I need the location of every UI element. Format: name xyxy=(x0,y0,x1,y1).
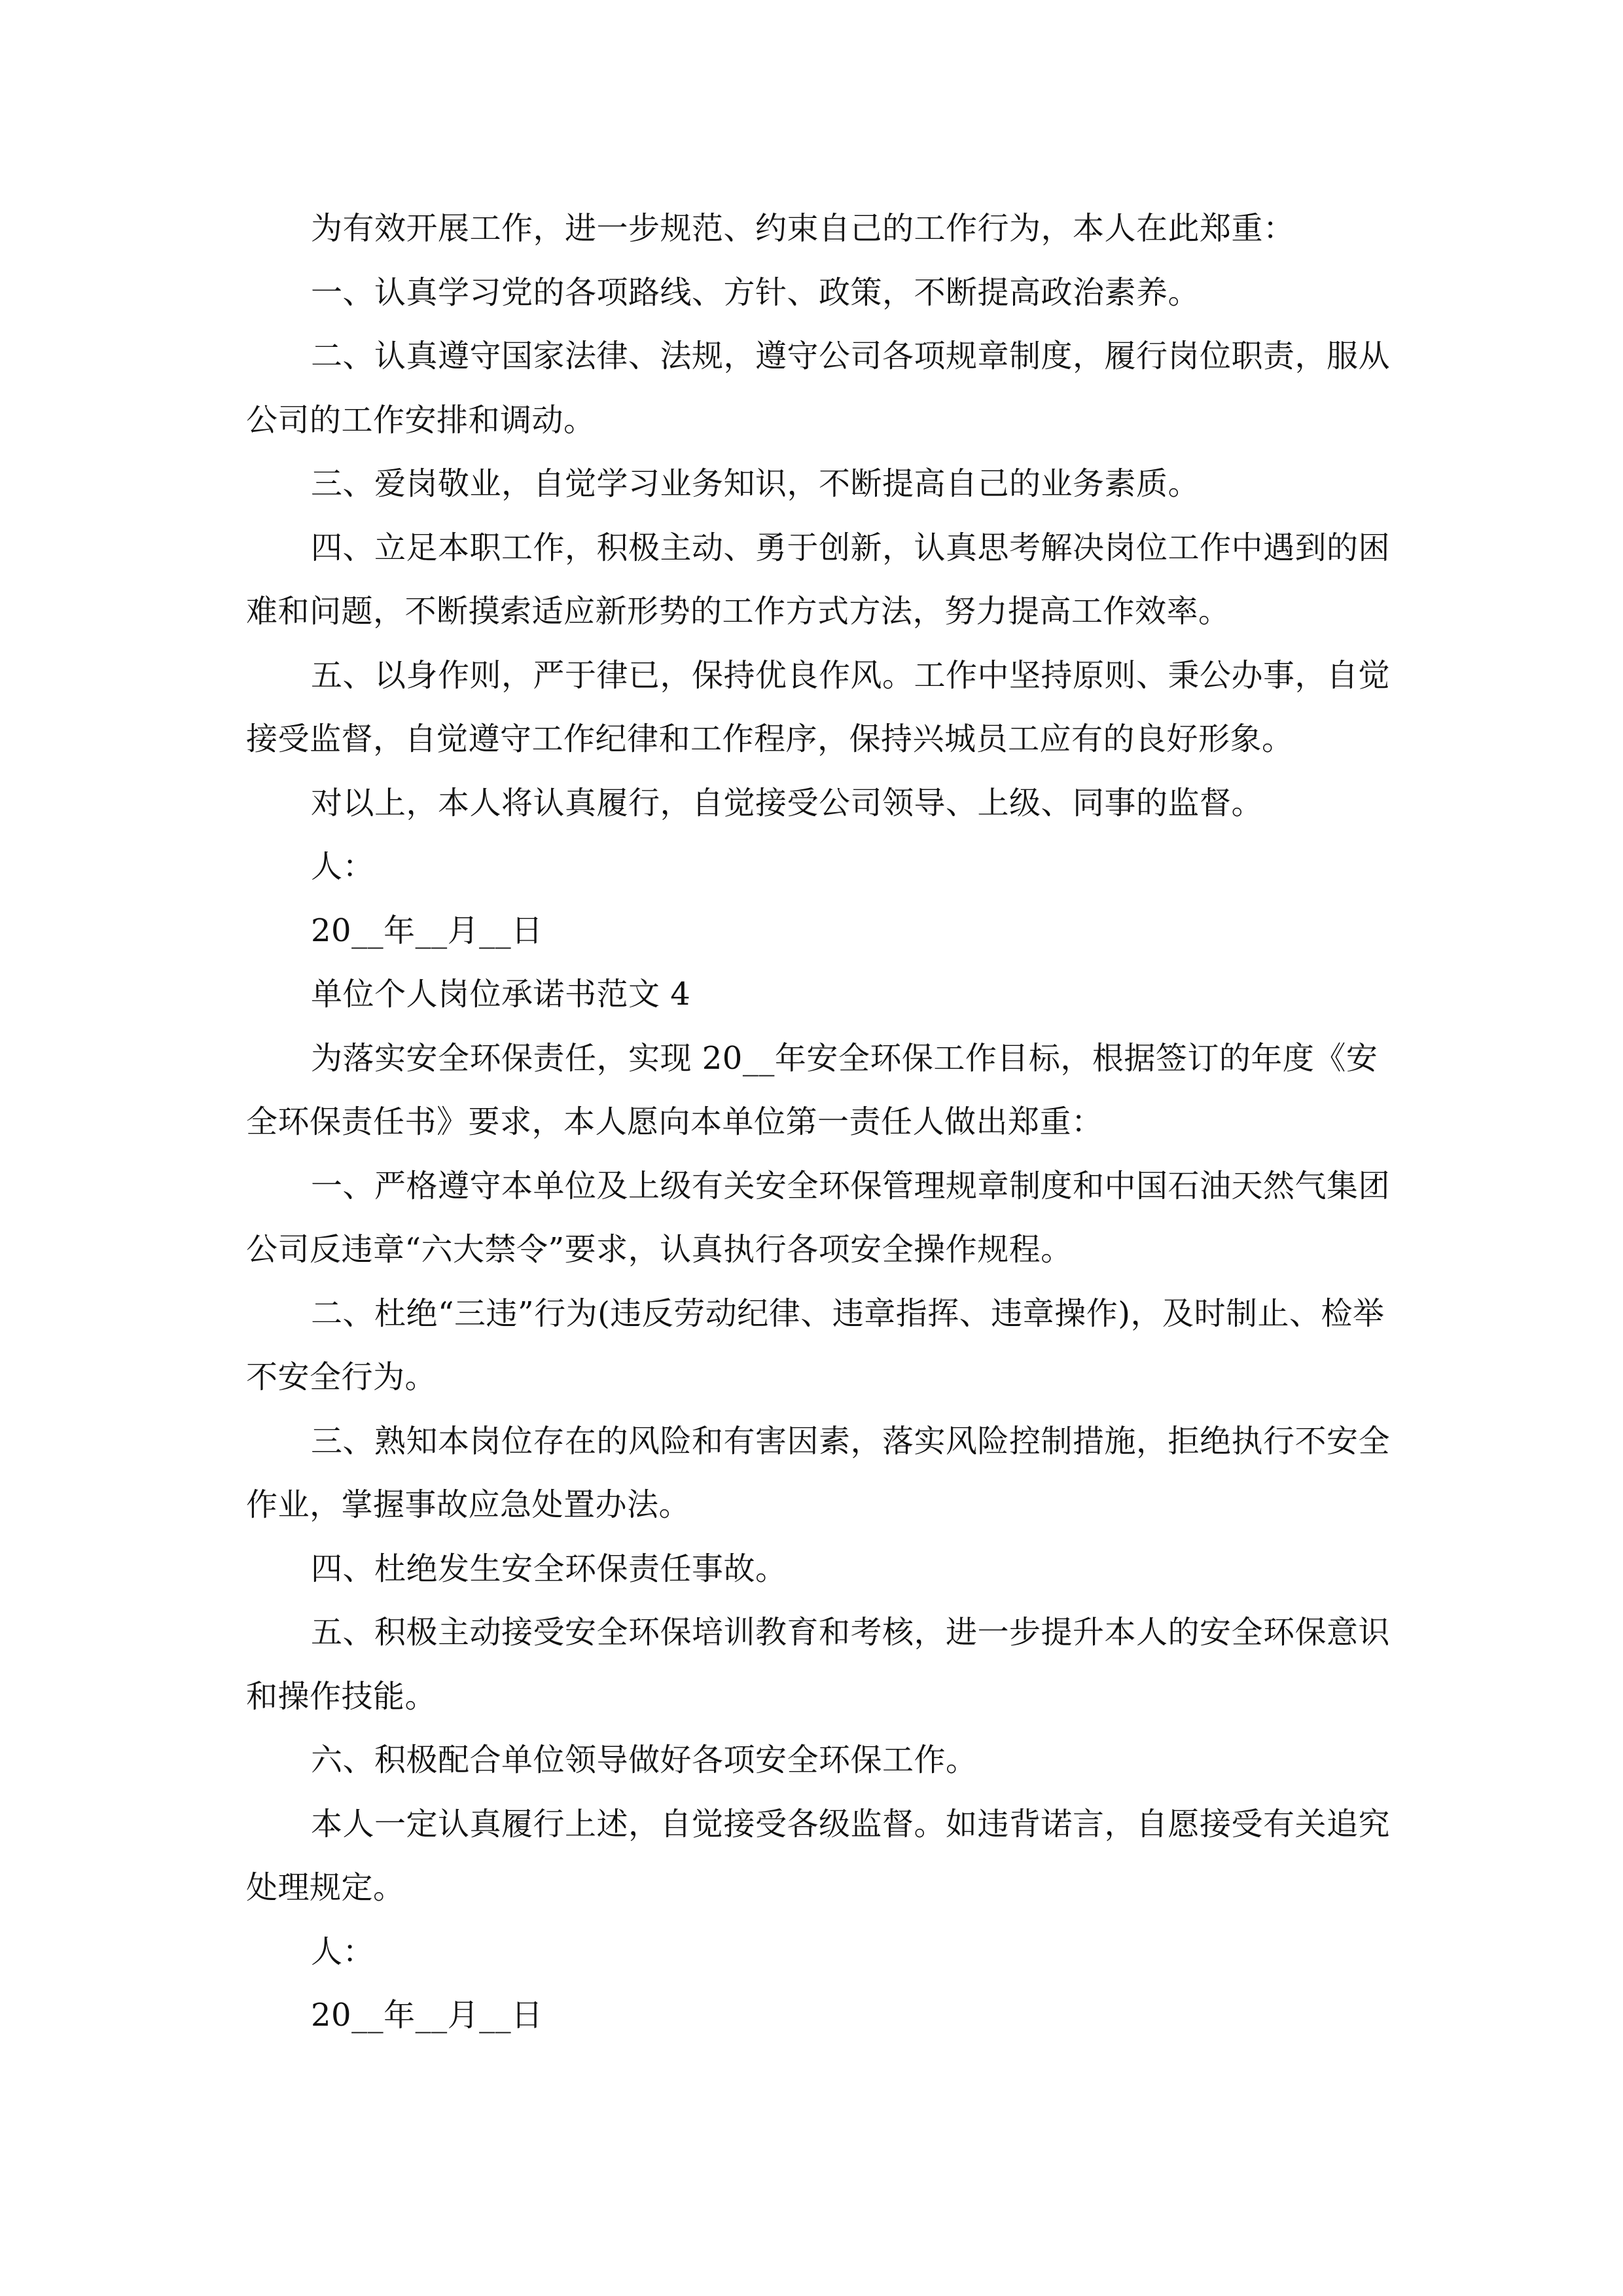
paragraph-item-2-2: 二、杜绝“三违”行为(违反劳动纪律、违章指挥、违章操作)，及时制止、检举不安全行为。 xyxy=(246,1295,1385,1395)
paragraph-closing: 对以上，本人将认真履行，自觉接受公司领导、上级、同事的监督。 xyxy=(311,784,1264,821)
paragraph-item-2-4: 四、杜绝发生安全环保责任事故。 xyxy=(311,1550,787,1587)
paragraph-item-4: 四、立足本职工作，积极主动、勇于创新，认真思考解决岗位工作中遇到的困难和问题，不断摸索适应新形势的工作方式方法，努力提高工作效率。 xyxy=(246,529,1391,630)
paragraph-item-1: 一、认真学习党的各项路线、方针、政策，不断提高政治素养。 xyxy=(311,274,1200,311)
date-line: 20__年__月__日 xyxy=(311,912,543,949)
section-title: 单位个人岗位承诺书范文 4 xyxy=(311,976,691,1013)
paragraph-item-2: 二、认真遵守国家法律、法规，遵守公司各项规章制度，履行岗位职责，服从公司的工作安排和调动。 xyxy=(246,338,1391,439)
paragraph-item-5: 五、以身作则，严于律已，保持优良作风。工作中坚持原则、秉公办事，自觉接受监督，自觉遵守工作纪律和工作程序，保持兴城员工应有的良好形象。 xyxy=(246,656,1391,757)
paragraph-item-2-3: 三、熟知本岗位存在的风险和有害因素，落实风险控制措施，拒绝执行不安全作业，掌握事故应急处置办法。 xyxy=(246,1422,1391,1523)
paragraph-item-3: 三、爱岗敬业，自觉学习业务知识，不断提高自己的业务素质。 xyxy=(311,465,1200,502)
document-page xyxy=(246,197,1395,2048)
paragraph-intro: 为有效开展工作，进一步规范、约束自己的工作行为，本人在此郑重： xyxy=(311,210,1295,247)
paragraph-closing-2: 本人一定认真履行上述，自觉接受各级监督。如违背诺言，自愿接受有关追究处理规定。 xyxy=(246,1805,1391,1906)
paragraph-item-2-6: 六、积极配合单位领导做好各项安全环保工作。 xyxy=(311,1742,978,1778)
signature-line-2: 人： xyxy=(311,1933,375,1970)
signature-line: 人： xyxy=(311,848,375,885)
date-line-2: 20__年__月__日 xyxy=(311,1997,543,2034)
paragraph-item-2-5: 五、积极主动接受安全环保培训教育和考核，进一步提升本人的安全环保意识和操作技能。 xyxy=(246,1614,1391,1715)
paragraph-intro-2: 为落实安全环保责任，实现 20__年安全环保工作目标，根据签订的年度《安全环保责任书》要求，本人愿向本单位第一责任人做出郑重： xyxy=(246,1039,1378,1140)
paragraph-item-2-1: 一、严格遵守本单位及上级有关安全环保管理规章制度和中国石油天然气集团公司反违章“六大禁令”要求，认真执行各项安全操作规程。 xyxy=(246,1167,1391,1268)
